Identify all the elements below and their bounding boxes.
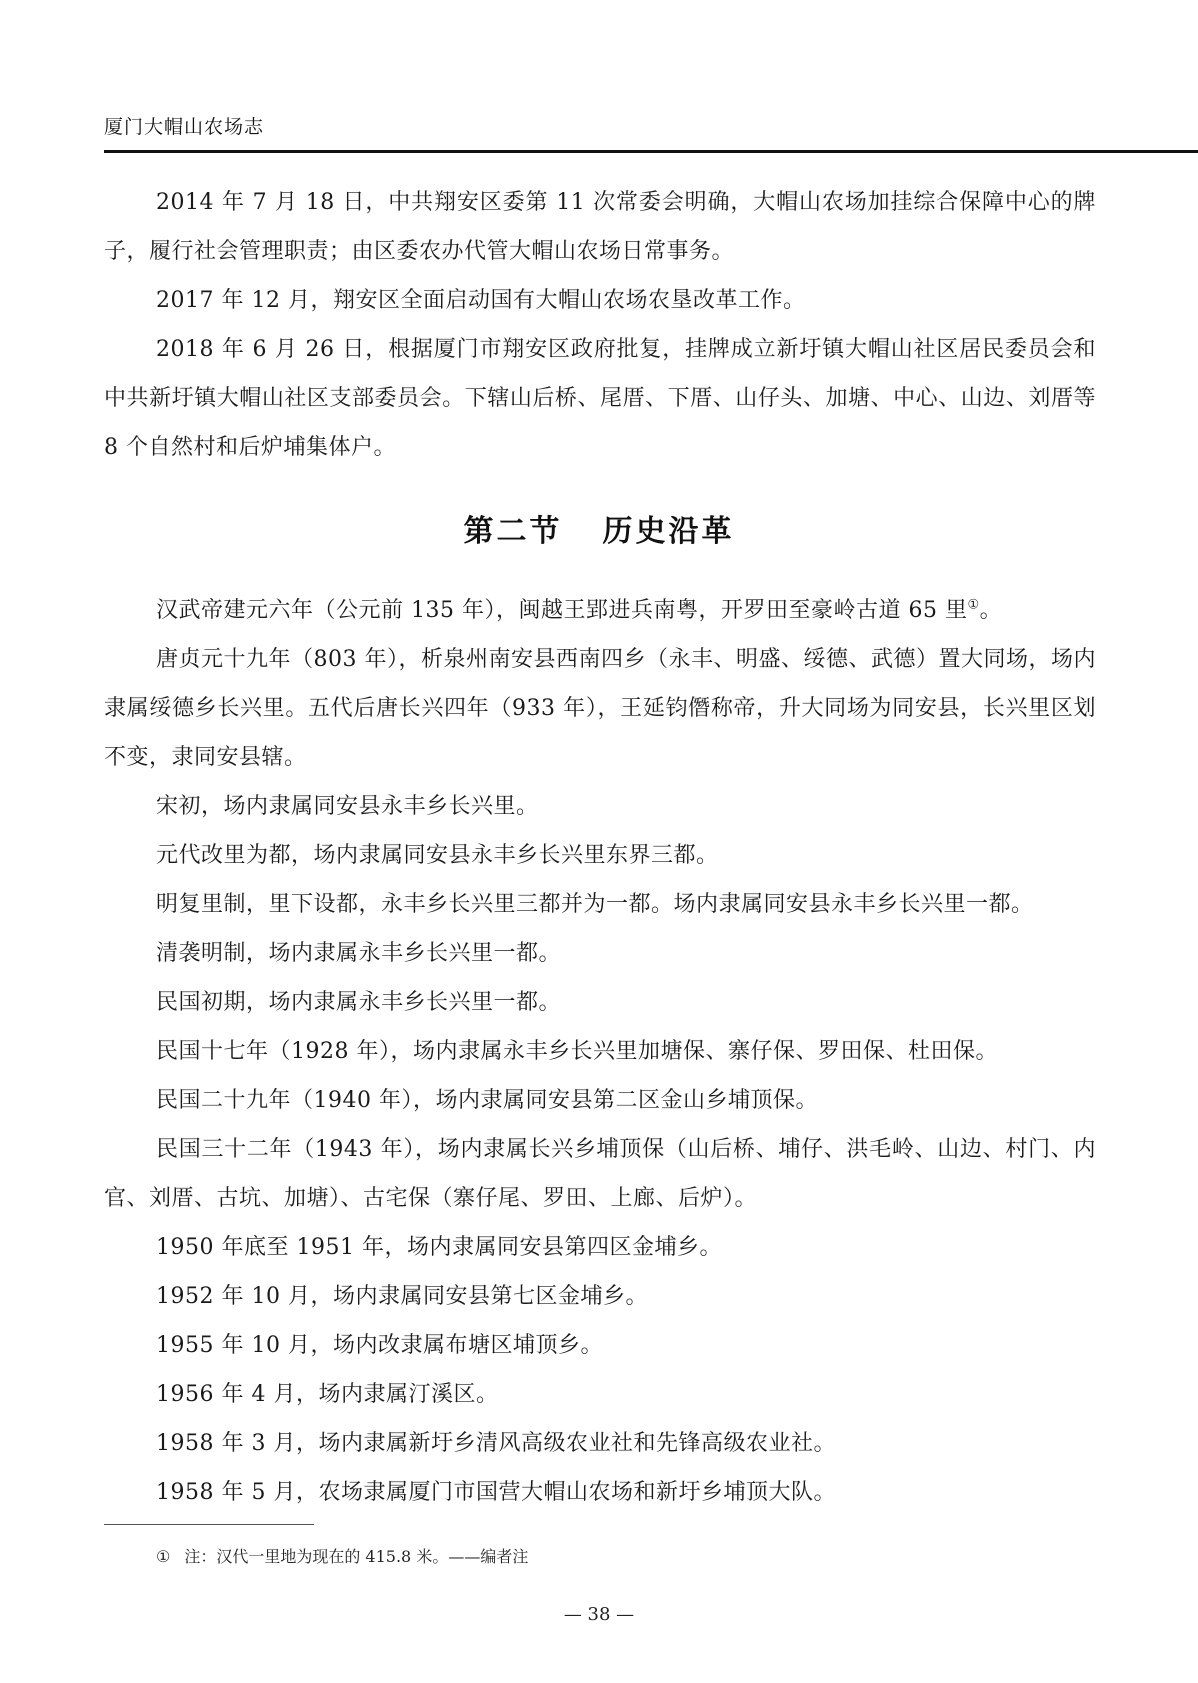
section-number: 第二节 [463, 514, 563, 549]
section-heading [0, 506, 1198, 550]
paragraph: 元代改里为都，场内隶属同安县永丰乡长兴里东界三都。 [156, 843, 719, 868]
page-number: — 38 — [563, 1604, 635, 1625]
footnote-mark: ① [156, 1547, 171, 1566]
paragraph: 1956 年 4 月，场内隶属汀溪区。 [156, 1382, 499, 1407]
paragraph: 1950 年底至 1951 年，场内隶属同安县第四区金埔乡。 [156, 1235, 722, 1260]
footnote [156, 1544, 528, 1567]
paragraph: 1958 年 5 月，农场隶属厦门市国营大帽山农场和新圩乡埔顶大队。 [156, 1480, 836, 1505]
paragraph-end: 。 [979, 598, 1003, 623]
section-title: 历史沿革 [602, 514, 735, 549]
paragraph: 唐贞元十九年（803 年），析泉州南安县西南四乡（永丰、明盛、绥德、武德）置大同场，场内隶属绥德乡长兴里。五代后唐长兴四年（933 年），王延钧僭称帝，升大同场为同安县，长兴里区划不变，隶同安县辖。 [104, 647, 1096, 770]
paragraph [104, 586, 1096, 635]
footnote-rule [104, 1524, 314, 1525]
paragraph: 明复里制，里下设都，永丰乡长兴里三都并为一都。场内隶属同安县永丰乡长兴里一都。 [156, 892, 1034, 917]
paragraph: 民国三十二年（1943 年），场内隶属长兴乡埔顶保（山后桥、埔仔、洪毛岭、山边、村门、内官、刘厝、古坑、加塘）、古宅保（寨仔尾、罗田、上廊、后炉）。 [104, 1137, 1096, 1211]
footnote-text: 注：汉代一里地为现在的 415.8 米。——编者注 [184, 1547, 529, 1566]
paragraph: 2017 年 12 月，翔安区全面启动国有大帽山农场农垦改革工作。 [156, 288, 806, 313]
history-text-block [104, 586, 1096, 1517]
paragraph: 民国十七年（1928 年），场内隶属永丰乡长兴里加塘保、寨仔保、罗田保、杜田保。 [156, 1039, 998, 1064]
paragraph: 1952 年 10 月，场内隶属同安县第七区金埔乡。 [156, 1284, 648, 1309]
paragraph: 宋初，场内隶属同安县永丰乡长兴里。 [156, 794, 539, 819]
paragraph: 1958 年 3 月，场内隶属新圩乡清风高级农业社和先锋高级农业社。 [156, 1431, 836, 1456]
paragraph: 1955 年 10 月，场内改隶属布塘区埔顶乡。 [156, 1333, 603, 1358]
paragraph-text: 汉武帝建元六年（公元前 135 年），闽越王郢进兵南粤，开罗田至豪岭古道 65 里 [156, 598, 968, 623]
paragraph: 2018 年 6 月 26 日，根据厦门市翔安区政府批复，挂牌成立新圩镇大帽山社区居民委员会和中共新圩镇大帽山社区支部委员会。下辖山后桥、尾厝、下厝、山仔头、加塘、中心、山边、刘厝等 8 个自然村和后炉埔集体户。 [104, 337, 1096, 460]
paragraph: 清袭明制，场内隶属永丰乡长兴里一都。 [156, 941, 562, 966]
running-header-title: 厦门大帽山农场志 [104, 116, 265, 138]
paragraph: 民国二十九年（1940 年），场内隶属同安县第二区金山乡埔顶保。 [156, 1088, 818, 1113]
paragraph: 2014 年 7 月 18 日，中共翔安区委第 11 次常委会明确，大帽山农场加挂综合保障中心的牌子，履行社会管理职责；由区委农办代管大帽山农场日常事务。 [104, 190, 1096, 264]
header-rule [104, 150, 1198, 153]
paragraph: 民国初期，场内隶属永丰乡长兴里一都。 [156, 990, 562, 1015]
intro-text-block [104, 178, 1096, 472]
footnote-reference[interactable]: ① [967, 597, 980, 613]
